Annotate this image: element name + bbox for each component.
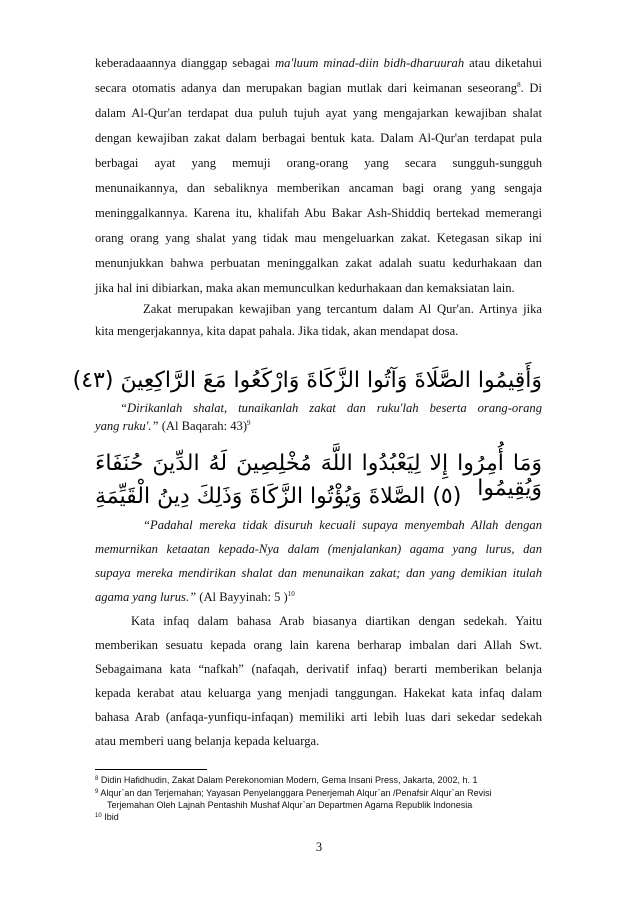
footnote-number: 8 <box>95 776 99 782</box>
text-run: atau diketahui <box>464 56 542 70</box>
body-line: dalam Al-Qur'an terdapat dua puluh tujuh ayat yang mengajarkan kewajiban shalat <box>95 106 542 120</box>
translation-line <box>95 418 542 434</box>
footnote-divider <box>95 769 207 770</box>
italic-translation: supaya mereka mendirikan shalat dan menunaikan zakat; dan yang demikian itulah <box>95 566 542 580</box>
footnote-number: 9 <box>95 789 99 795</box>
footnote-ref[interactable]: 10 <box>287 590 295 598</box>
text-run: secara otomatis adanya dan merupakan bagian mutlak dari keimanan seseorang <box>95 81 518 95</box>
body-line <box>95 55 542 71</box>
body-line: jika hal ini dibiarkan, maka akan memunculkan kedurhakaan dan kemaksiatan lain. <box>95 281 515 295</box>
body-line: meninggalkannya. Karena itu, khalifah Abu Bakar Ash-Shiddiq bertekad memerangi <box>95 206 542 220</box>
verse-reference: (Al Bayyinah: 5 ) <box>196 590 288 604</box>
body-line: Zakat merupakan kewajiban yang tercantum dalam Al Qur'an. Artinya jika <box>143 302 542 316</box>
footnote-text: Alqur`an dan Terjemahan; Yayasan Penyelanggara Penerjemah Alqur`an /Penafsir Alqur`an Revisi <box>100 788 492 798</box>
body-line: atau memberi uang belanja kepada keluarga. <box>95 734 320 748</box>
page-number: 3 <box>315 840 323 854</box>
footnote-text: Didin Hafidhudin, Zakat Dalam Perekonomian Modern, Gema Insani Press, Jakarta, 2002, h. 1 <box>100 775 478 785</box>
italic-translation: agama yang lurus.” <box>95 590 197 604</box>
translation-line <box>95 541 542 557</box>
text-run: . Di <box>520 81 542 95</box>
body-line <box>95 80 542 96</box>
body-line: Sebagaimana kata “nafkah” (nafaqah, derivatif infaq) berarti memberikan belanja <box>95 662 542 676</box>
arabic-verse-al-bayyinah-5-line1: وَمَا أُمِرُوا إِلا لِيَعْبُدُوا اللَّهَ مُخْلِصِينَ لَهُ الدِّينَ حُنَفَاءَ وَيُقِيمُوا <box>95 451 542 501</box>
translation-line <box>120 400 542 416</box>
body-line: dengan kewajiban zakat dalam berbagai bentuk kata. Dalam Al-Qur'an terdapat pula <box>95 131 542 145</box>
body-line: memberikan sesuatu kepada orang lain karena berharap imbalan dari Allah Swt. <box>95 638 542 652</box>
translation-line <box>143 517 542 533</box>
text-run: keberadaaannya dianggap sebagai <box>95 56 276 70</box>
italic-translation: “Padahal mereka tidak disuruh kecuali supaya menyembah Allah dengan <box>143 518 542 532</box>
translation-line <box>95 589 542 605</box>
footnote-9 <box>95 787 542 799</box>
body-line: kita mengerjakannya, kita dapat pahala. Jika tidak, akan mendapat dosa. <box>95 324 459 338</box>
body-line: Kata infaq dalam bahasa Arab biasanya diartikan dengan sedekah. Yaitu <box>131 614 542 628</box>
italic-translation: memurnikan ketaatan kepada-Nya dalam (menjalankan) agama yang lurus, dan <box>95 542 542 556</box>
arabic-verse-number: (٥) <box>432 484 462 509</box>
footnote-ref[interactable]: 8 <box>517 81 521 89</box>
verse-reference: (Al Baqarah: 43) <box>158 419 248 433</box>
footnote-8 <box>95 774 542 786</box>
footnote-9-continued: Terjemahan Oleh Lajnah Pentashih Mushaf Alqur`an Departmen Agama Republik Indonesia <box>107 800 473 810</box>
italic-term: ma'luum minad-diin bidh-dharuurah <box>275 56 465 70</box>
arabic-verse-al-bayyinah-5-line2 <box>95 484 542 509</box>
arabic-verse-al-baqarah-43: وَأَقِيمُوا الصَّلَاةَ وَآتُوا الزَّكَاةَ وَارْكَعُوا مَعَ الرَّاكِعِينَ (٤٣) <box>72 368 542 393</box>
footnote-10 <box>95 811 542 823</box>
body-line: orang orang yang shalat yang tidak mau mengeluarkan zakat. Ketegasan sikap ini <box>95 231 542 245</box>
body-line: menunjukkan bahwa perbuatan meninggalkan zakat adalah suatu kedurhakaan dan <box>95 256 542 270</box>
body-line: berbagai ayat yang memuji orang-orang yang secara sungguh-sungguh <box>95 156 542 170</box>
body-line: kepada kerabat atau keluarga yang menjadi tanggungan. Hakekat kata infaq dalam <box>95 686 542 700</box>
translation-line <box>95 565 542 581</box>
italic-translation: yang ruku'.” <box>95 419 159 433</box>
italic-translation: “Dirikanlah shalat, tunaikanlah zakat dan ruku'lah beserta orang-orang <box>120 401 542 415</box>
footnote-text: Ibid <box>104 812 119 822</box>
footnote-ref[interactable]: 9 <box>247 419 251 427</box>
arabic-verse-text: الصَّلاةَ وَيُؤْتُوا الزَّكَاةَ وَذَلِكَ دِينُ الْقَيِّمَةِ <box>95 484 426 509</box>
body-line: bahasa Arab (anfaqa-yunfiqu-infaqan) memiliki arti lebih luas dari sekedar sedekah <box>95 710 542 724</box>
body-line: menunaikannya, dan sebaliknya memberikan ancaman bagi orang yang sengaja <box>95 181 542 195</box>
footnote-number: 10 <box>95 813 102 819</box>
